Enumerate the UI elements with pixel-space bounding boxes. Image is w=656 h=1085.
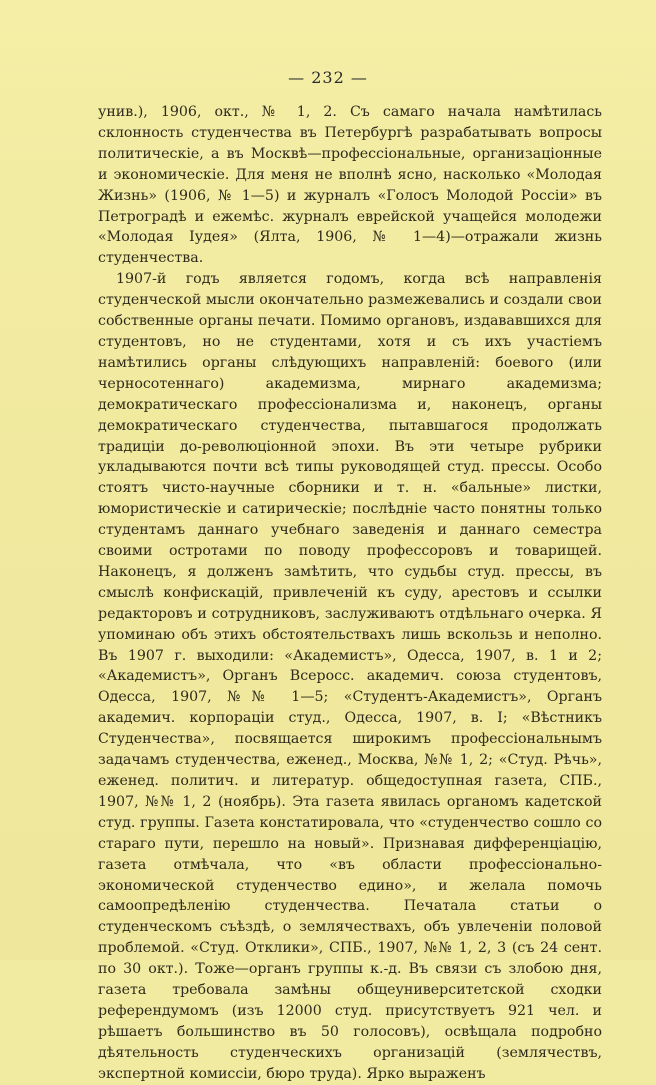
- paragraph: унив.), 1906, окт., № 1, 2. Съ самаго начала намѣтилась склонность студенчества въ Петербургѣ разрабатывать вопросы политическіе, а въ Москвѣ—профессіональные, организаціонные и экономическіе. Для меня не вполнѣ ясно, насколько «Молодая Жизнь» (1906, № 1—5) и журналъ «Голосъ Молодой Россіи» въ Петроградѣ и ежемѣс. журналъ еврейской учащейся молодежи «Молодая Іудея» (Ялта, 1906, № 1—4)—отражали жизнь студенчества.: [98, 104, 602, 267]
- page-number: — 232 —: [288, 68, 368, 87]
- body-text: [98, 102, 602, 1085]
- paragraph: 1907-й годъ является годомъ, когда всѣ направленія студенческой мысли окончательно размежевались и создали свои собственные органы печати. Помимо органовъ, издававшихся для студентовъ, но не студентами, хотя и съ ихъ участіемъ намѣтились органы слѣдующихъ направленій: боевого (или черносотеннаго) академизма, мирнаго академизма; демократическаго профессіонализма и, наконецъ, органы демократическаго студенчества, пытавшагося продолжать традиціи до-революціонной эпохи. Въ эти четыре рубрики укладываются почти всѣ типы руководящей студ. прессы. Особо стоятъ чисто-научные сборники и т. н. «бальные» листки, юмористическіе и сатирическіе; послѣдніе часто понятны только студентамъ даннаго учебнаго заведенія и даннаго семестра своими остротами по поводу профессоровъ и товарищей. Наконецъ, я долженъ замѣтить, что судьбы студ. прессы, въ смыслѣ конфискацій, привлеченій къ суду, арестовъ и ссылки редакторовъ и сотрудниковъ, заслуживаютъ отдѣльнаго очерка. Я упоминаю объ этихъ обстоятельствахъ лишь вскользь и неполно. Въ 1907 г. выходили: «Академистъ», Одесса, 1907, в. 1 и 2; «Академистъ», Органъ Всеросс. академич. союза студентовъ, Одесса, 1907, №№ 1—5; «Студентъ-Академистъ», Органъ академич. корпораціи студ., Одесса, 1907, в. I; «Вѣстникъ Студенчества», посвящается широкимъ профессіональнымъ задачамъ студенчества, еженед., Москва, №№ 1, 2; «Студ. Рѣчь», еженед. политич. и литератур. общедоступная газета, СПБ., 1907, №№ 1, 2 (ноябрь). Эта газета явилась органомъ кадетской студ. группы. Газета констатировала, что «студенчество сошло со стараго пути, перешло на новый». Признавая дифференціацію, газета отмѣчала, что «въ области профессіонально-экономической студенчество едино», и желала помочь самоопредѣленію студенчества. Печатала статьи о студенческомъ съѣздѣ, о землячествахъ, объ увлеченіи половой проблемой. «Студ. Отклики», СПБ., 1907, №№ 1, 2, 3 (съ 24 сент. по 30 окт.). Тоже—органъ группы к.-д. Въ связи съ злобою дня, газета требовала замѣны общеуниверситетской сходки референдумомъ (изъ 12000 студ. присутствуетъ 921 чел. и рѣшаетъ большинство въ 50 голосовъ), освѣщала подробно дѣятельность студенческихъ организацій (землячествъ, экспертной комиссіи, бюро труда). Ярко выраженъ: [98, 271, 602, 1082]
